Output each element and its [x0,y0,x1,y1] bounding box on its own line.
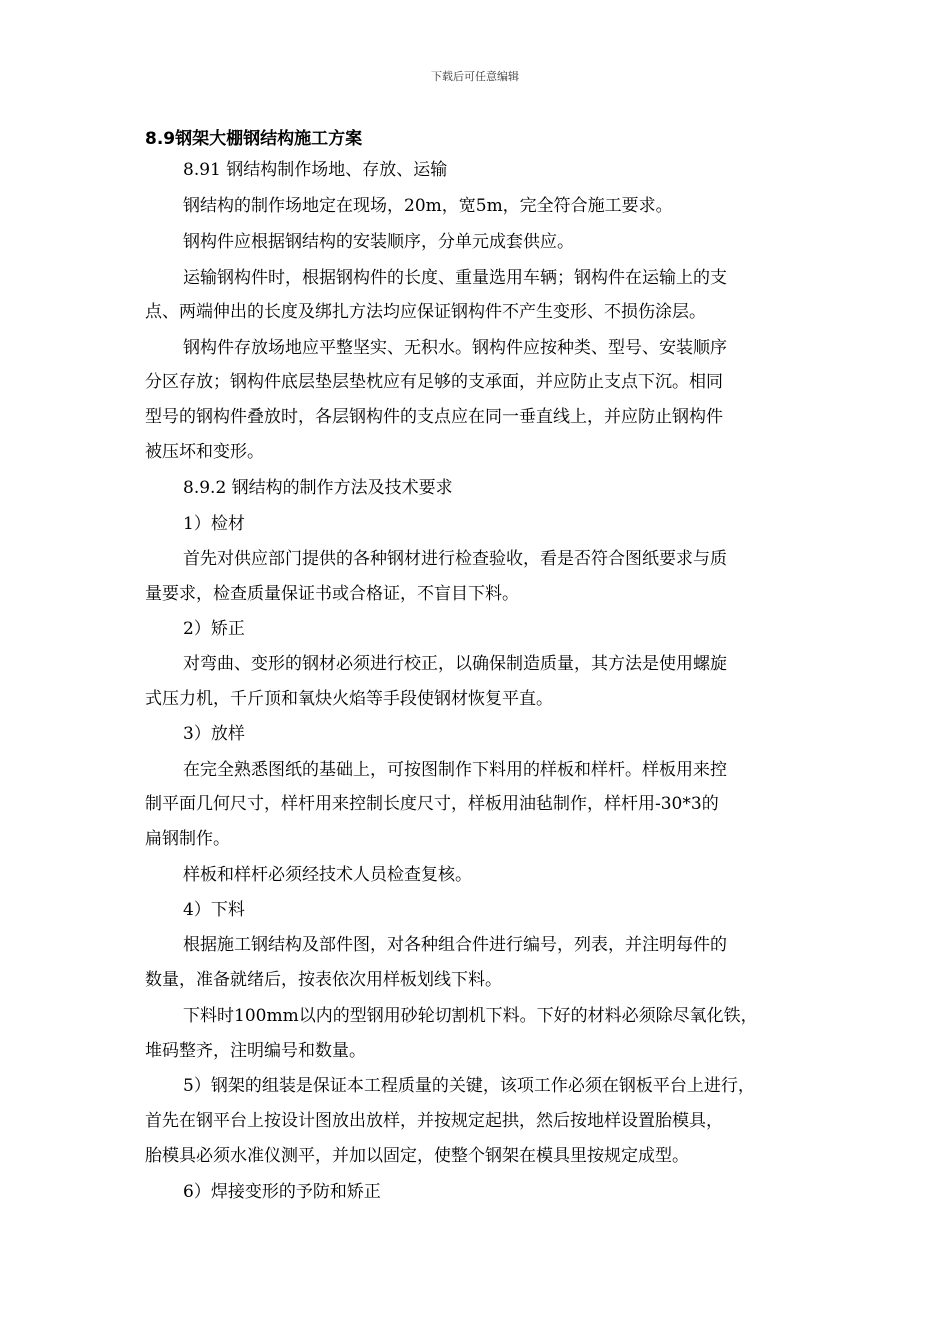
paragraph-line: 数量，准备就绪后，按表依次用样板划线下料。 [145,970,502,990]
item-heading: 6）焊接变形的予防和矫正 [183,1182,381,1202]
paragraph-line: 分区存放；钢构件底层垫层垫枕应有足够的支承面，并应防止支点下沉。相同 [145,372,723,392]
paragraph-line: 首先在钢平台上按设计图放出放样，并按规定起拱，然后按地样设置胎模具， [145,1111,723,1131]
paragraph-line: 制平面几何尺寸，样杆用来控制长度尺寸，样板用油毡制作，样杆用-30*3的 [145,794,719,814]
paragraph-line: 胎模具必须水准仪测平，并加以固定，使整个钢架在模具里按规定成型。 [145,1146,689,1166]
paragraph-line: 钢构件存放场地应平整坚实、无积水。钢构件应按种类、型号、安装顺序 [183,338,727,358]
paragraph-line: 在完全熟悉图纸的基础上，可按图制作下料用的样板和样杆。样板用来控 [183,760,727,780]
paragraph-line: 运输钢构件时，根据钢构件的长度、重量选用车辆；钢构件在运输上的支 [183,268,727,288]
section-title: 8.9钢架大棚钢结构施工方案 [145,129,363,149]
paragraph-line: 下料时100mm以内的型钢用砂轮切割机下料。下好的材料必须除尽氧化铁， [183,1006,758,1026]
paragraph-line: 点、两端伸出的长度及绑扎方法均应保证钢构件不产生变形、不损伤涂层。 [145,302,706,322]
page-header: 下载后可任意编辑 [431,70,519,83]
subsection-heading: 8.9.2 钢结构的制作方法及技术要求 [183,478,453,498]
paragraph-line: 式压力机，千斤顶和氧炔火焰等手段使钢材恢复平直。 [145,689,553,709]
item-heading: 4）下料 [183,900,245,920]
paragraph-line: 扁钢制作。 [145,829,230,849]
paragraph-line: 首先对供应部门提供的各种钢材进行检查验收，看是否符合图纸要求与质 [183,549,727,569]
subsection-heading: 8.91 钢结构制作场地、存放、运输 [183,160,448,180]
paragraph-line: 量要求，检查质量保证书或合格证，不盲目下料。 [145,584,519,604]
item-heading: 3）放样 [183,724,245,744]
paragraph-line: 型号的钢构件叠放时，各层钢构件的支点应在同一垂直线上，并应防止钢构件 [145,407,723,427]
paragraph-line: 钢结构的制作场地定在现场，20m，宽5m，完全符合施工要求。 [183,196,673,216]
paragraph-line: 5）钢架的组装是保证本工程质量的关键，该项工作必须在钢板平台上进行， [183,1076,755,1096]
paragraph-line: 根据施工钢结构及部件图，对各种组合件进行编号，列表，并注明每件的 [183,935,727,955]
paragraph-line: 堆码整齐，注明编号和数量。 [145,1041,366,1061]
paragraph-line: 钢构件应根据钢结构的安装顺序，分单元成套供应。 [183,232,574,252]
paragraph-line: 对弯曲、变形的钢材必须进行校正，以确保制造质量，其方法是使用螺旋 [183,654,727,674]
item-heading: 1）检材 [183,514,245,534]
paragraph-line: 样板和样杆必须经技术人员检查复核。 [183,865,472,885]
paragraph-line: 被压坏和变形。 [145,442,264,462]
item-heading: 2）矫正 [183,619,245,639]
